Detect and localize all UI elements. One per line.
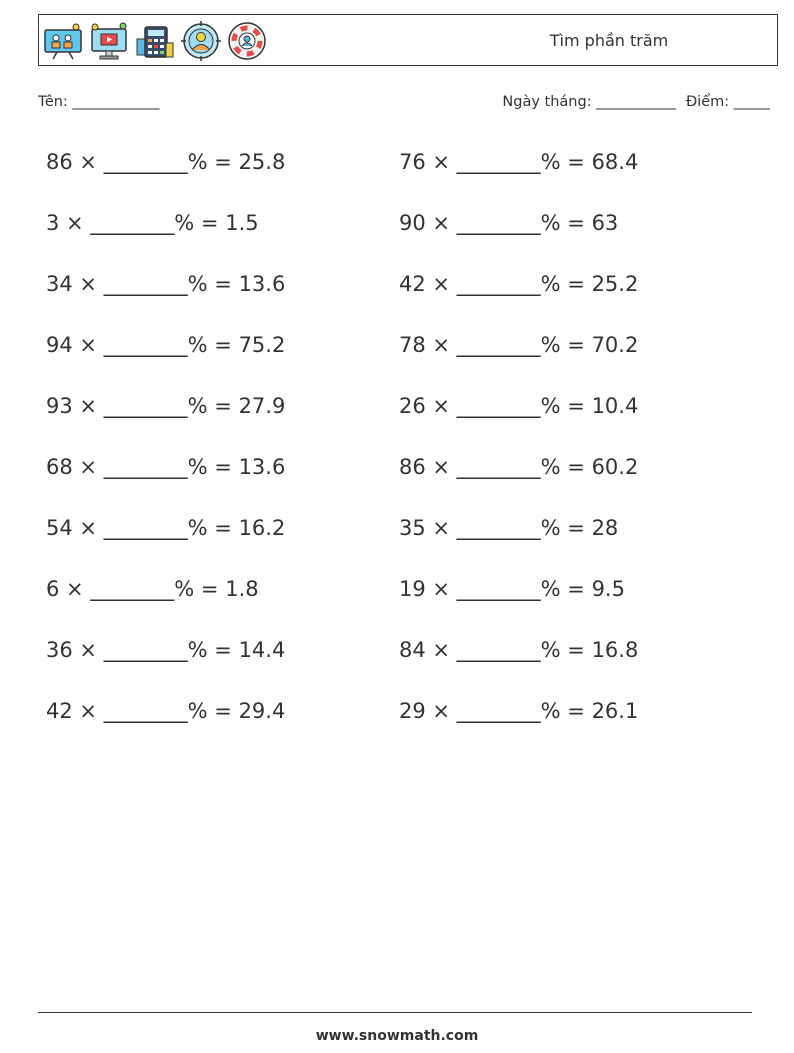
video-monitor-icon: [89, 21, 129, 61]
calculator-icon: [135, 21, 175, 61]
problem-left-4: 94 × ________% = 75.2: [46, 333, 286, 357]
problem-right-8: 19 × ________% = 9.5: [399, 577, 625, 601]
problem-left-8: 6 × ________% = 1.8: [46, 577, 259, 601]
problem-left-3: 34 × ________% = 13.6: [46, 272, 286, 296]
user-target-icon: [181, 21, 221, 61]
date-field: Ngày tháng: ___________: [502, 94, 676, 110]
problem-right-5: 26 × ________% = 10.4: [399, 394, 639, 418]
problem-left-9: 36 × ________% = 14.4: [46, 638, 286, 662]
problem-right-3: 42 × ________% = 25.2: [399, 272, 639, 296]
problem-right-10: 29 × ________% = 26.1: [399, 699, 639, 723]
problem-right-6: 86 × ________% = 60.2: [399, 455, 639, 479]
lifebuoy-icon: [227, 21, 267, 61]
problem-right-7: 35 × ________% = 28: [399, 516, 619, 540]
name-field: Tên: ____________: [38, 94, 160, 110]
problem-left-6: 68 × ________% = 13.6: [46, 455, 286, 479]
problem-right-2: 90 × ________% = 63: [399, 211, 619, 235]
problem-left-1: 86 × ________% = 25.8: [46, 150, 286, 174]
header-icons: [43, 21, 267, 61]
problem-left-10: 42 × ________% = 29.4: [46, 699, 286, 723]
problem-right-1: 76 × ________% = 68.4: [399, 150, 639, 174]
problem-left-5: 93 × ________% = 27.9: [46, 394, 286, 418]
date-score-fields: [502, 94, 770, 110]
footer-divider: [38, 1012, 752, 1013]
problem-right-9: 84 × ________% = 16.8: [399, 638, 639, 662]
presentation-icon: [43, 21, 83, 61]
problem-left-2: 3 × ________% = 1.5: [46, 211, 259, 235]
footer-url: www.snowmath.com: [315, 1028, 479, 1044]
problem-left-7: 54 × ________% = 16.2: [46, 516, 286, 540]
header-box: [38, 14, 778, 66]
problem-right-4: 78 × ________% = 70.2: [399, 333, 639, 357]
score-field: Điểm: _____: [685, 94, 770, 110]
worksheet-title: Tìm phần trăm: [549, 31, 669, 50]
